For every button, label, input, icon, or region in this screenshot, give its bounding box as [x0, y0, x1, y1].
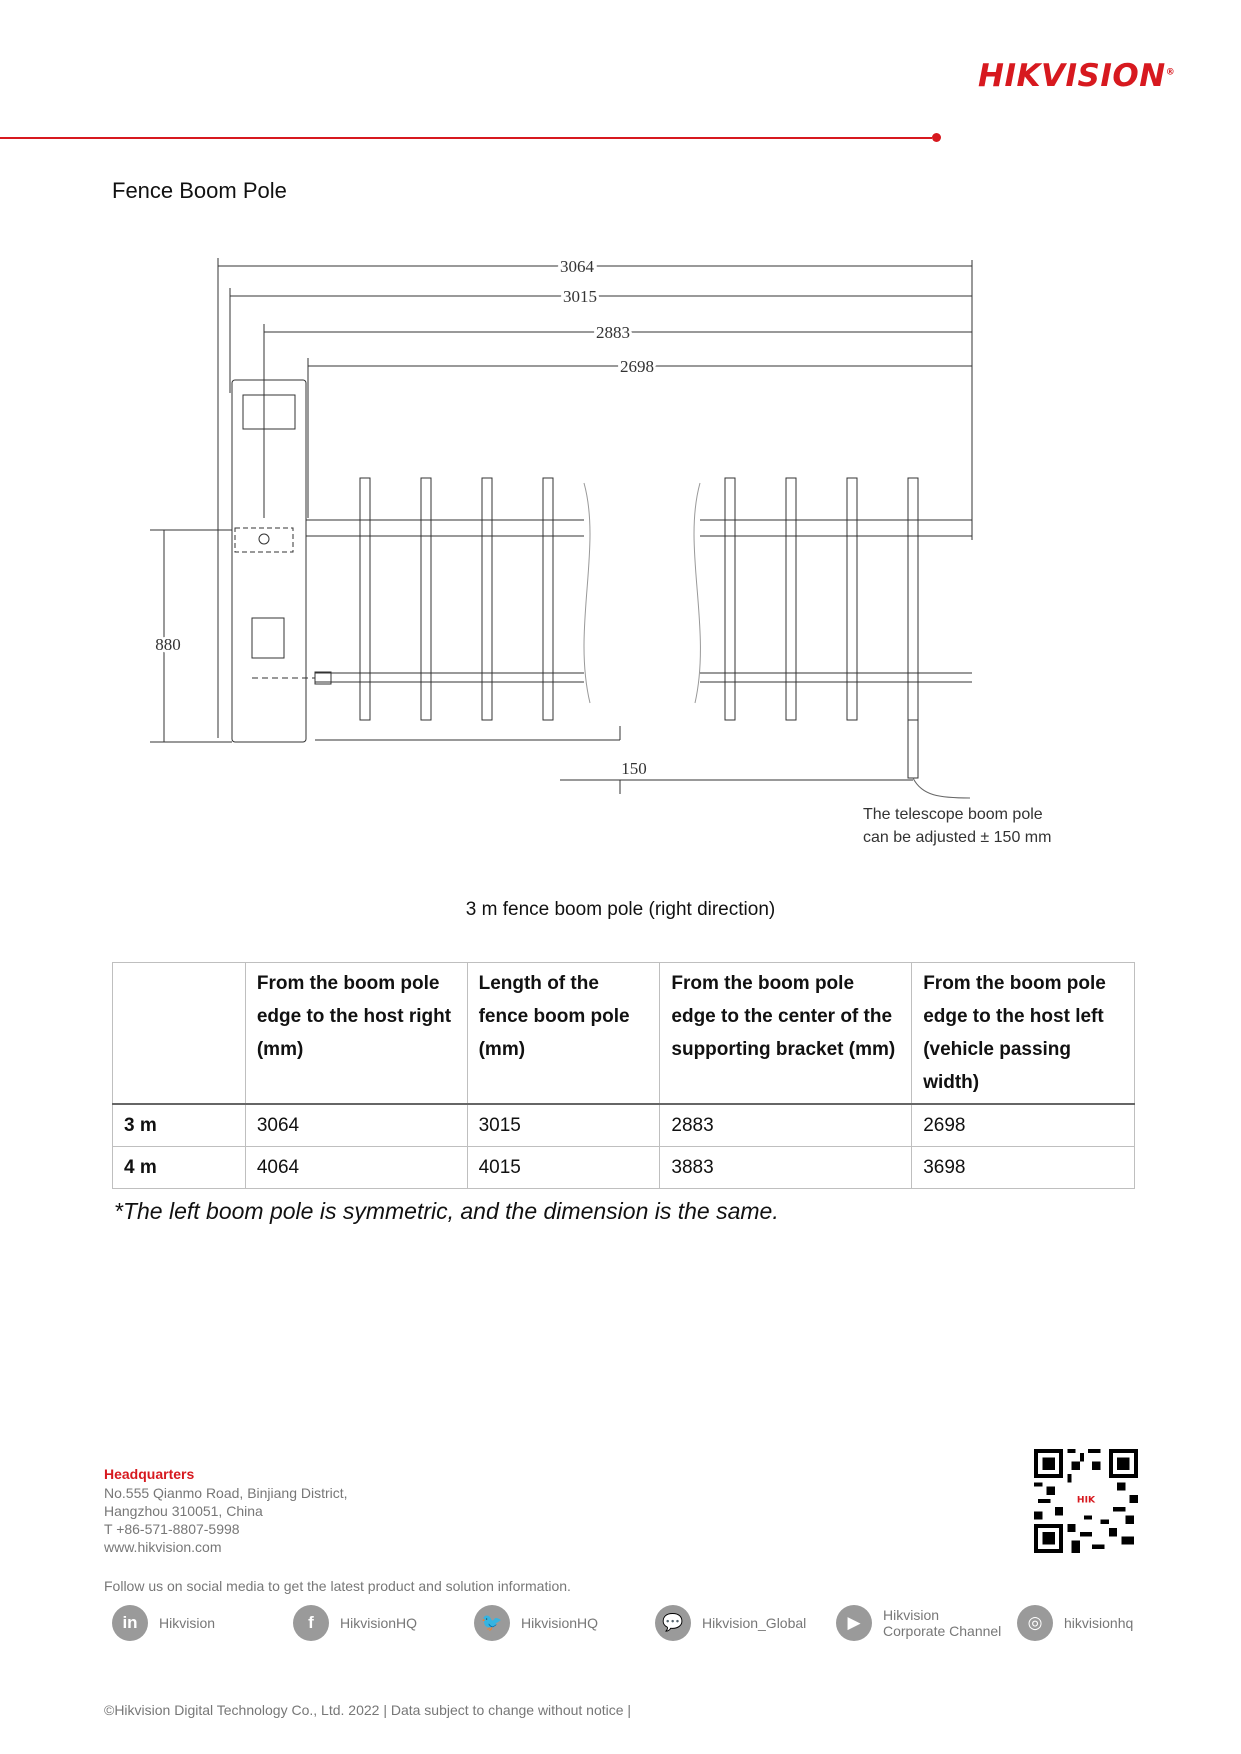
social-youtube[interactable] [836, 1603, 1003, 1643]
drawing-caption: 3 m fence boom pole (right direction) [465, 899, 776, 920]
table-cell: 4015 [467, 1147, 660, 1189]
dim-880-label: 880 [155, 635, 181, 654]
social-label: HikvisionHQ [521, 1615, 599, 1631]
hq-website-link[interactable]: www.hikvision.com [104, 1539, 222, 1555]
table-header-row [113, 963, 1135, 1105]
dim-2883-label: 2883 [596, 323, 630, 342]
table-header-cell: Length of the fence boom pole (mm) [467, 963, 660, 1105]
table-cell: 3883 [660, 1147, 912, 1189]
table-row [113, 1104, 1135, 1147]
fence-boom-pole-drawing [140, 248, 1100, 868]
dim-3064-label: 3064 [560, 257, 594, 276]
twitter-icon: 🐦 [474, 1605, 510, 1641]
table-cell: 2883 [660, 1104, 912, 1147]
hikvision-logo [978, 58, 1175, 94]
table-cell: 4064 [245, 1147, 467, 1189]
table-row-label: 4 m [113, 1147, 246, 1189]
logo-registered-mark: ® [1165, 67, 1176, 78]
table-row-label: 3 m [113, 1104, 246, 1147]
follow-us-text: Follow us on social media to get the latest product and solution information. [104, 1578, 571, 1594]
table-cell: 3064 [245, 1104, 467, 1147]
linkedin-icon: in [112, 1605, 148, 1641]
dim-150-label: 150 [621, 759, 647, 778]
table-cell: 3015 [467, 1104, 660, 1147]
header-rule [0, 137, 932, 139]
instagram-icon: ◎ [1017, 1605, 1053, 1641]
qr-logo-text: HIK [1076, 1495, 1096, 1506]
table-header-cell [113, 963, 246, 1105]
telescope-note-line1: The telescope boom pole [863, 806, 1043, 823]
table-row [113, 1147, 1135, 1189]
social-facebook[interactable] [293, 1603, 417, 1643]
header-rule-dot [932, 133, 941, 142]
dimension-table [112, 962, 1135, 1189]
qr-code[interactable] [1034, 1449, 1138, 1553]
dim-3015-label: 3015 [563, 287, 597, 306]
social-label: HikvisionHQ [340, 1615, 418, 1631]
social-linkedin[interactable] [112, 1603, 215, 1643]
facebook-icon: f [293, 1605, 329, 1641]
table-header-cell: From the boom pole edge to the center of the supporting bracket (mm) [660, 963, 912, 1105]
table-header-cell: From the boom pole edge to the host right (mm) [245, 963, 467, 1105]
table-header-cell: From the boom pole edge to the host left (vehicle passing width) [912, 963, 1135, 1105]
youtube-icon: ▶ [836, 1605, 872, 1641]
dim-2698-label: 2698 [620, 357, 654, 376]
symmetry-note: *The left boom pole is symmetric, and the dimension is the same. [114, 1198, 779, 1224]
social-label: Hikvision_Global [702, 1615, 807, 1631]
telescope-note-line2: can be adjusted ± 150 mm [863, 829, 1052, 846]
hq-phone-line: T +86-571-8807-5998 [104, 1521, 240, 1537]
social-label: hikvisionhq [1064, 1615, 1134, 1631]
social-twitter[interactable] [474, 1603, 598, 1643]
hq-address-line: No.555 Qianmo Road, Binjiang District, [104, 1485, 348, 1501]
social-instagram[interactable] [1017, 1603, 1133, 1643]
headquarters-title: Headquarters [104, 1466, 195, 1482]
section-title: Fence Boom Pole [112, 178, 287, 203]
copyright-text: ©Hikvision Digital Technology Co., Ltd. 2022 | Data subject to change without notice | [104, 1702, 632, 1718]
logo-text-hik: HIK [978, 58, 1042, 94]
table-cell: 3698 [912, 1147, 1135, 1189]
table-cell: 2698 [912, 1104, 1135, 1147]
social-wechat[interactable] [655, 1603, 806, 1643]
wechat-icon: 💬 [655, 1605, 691, 1641]
social-label: Hikvision [159, 1615, 216, 1631]
logo-text-vision: VISION [1041, 58, 1166, 94]
hq-city-line: Hangzhou 310051, China [104, 1503, 263, 1519]
social-label: Hikvision Corporate Channel [883, 1607, 1002, 1639]
